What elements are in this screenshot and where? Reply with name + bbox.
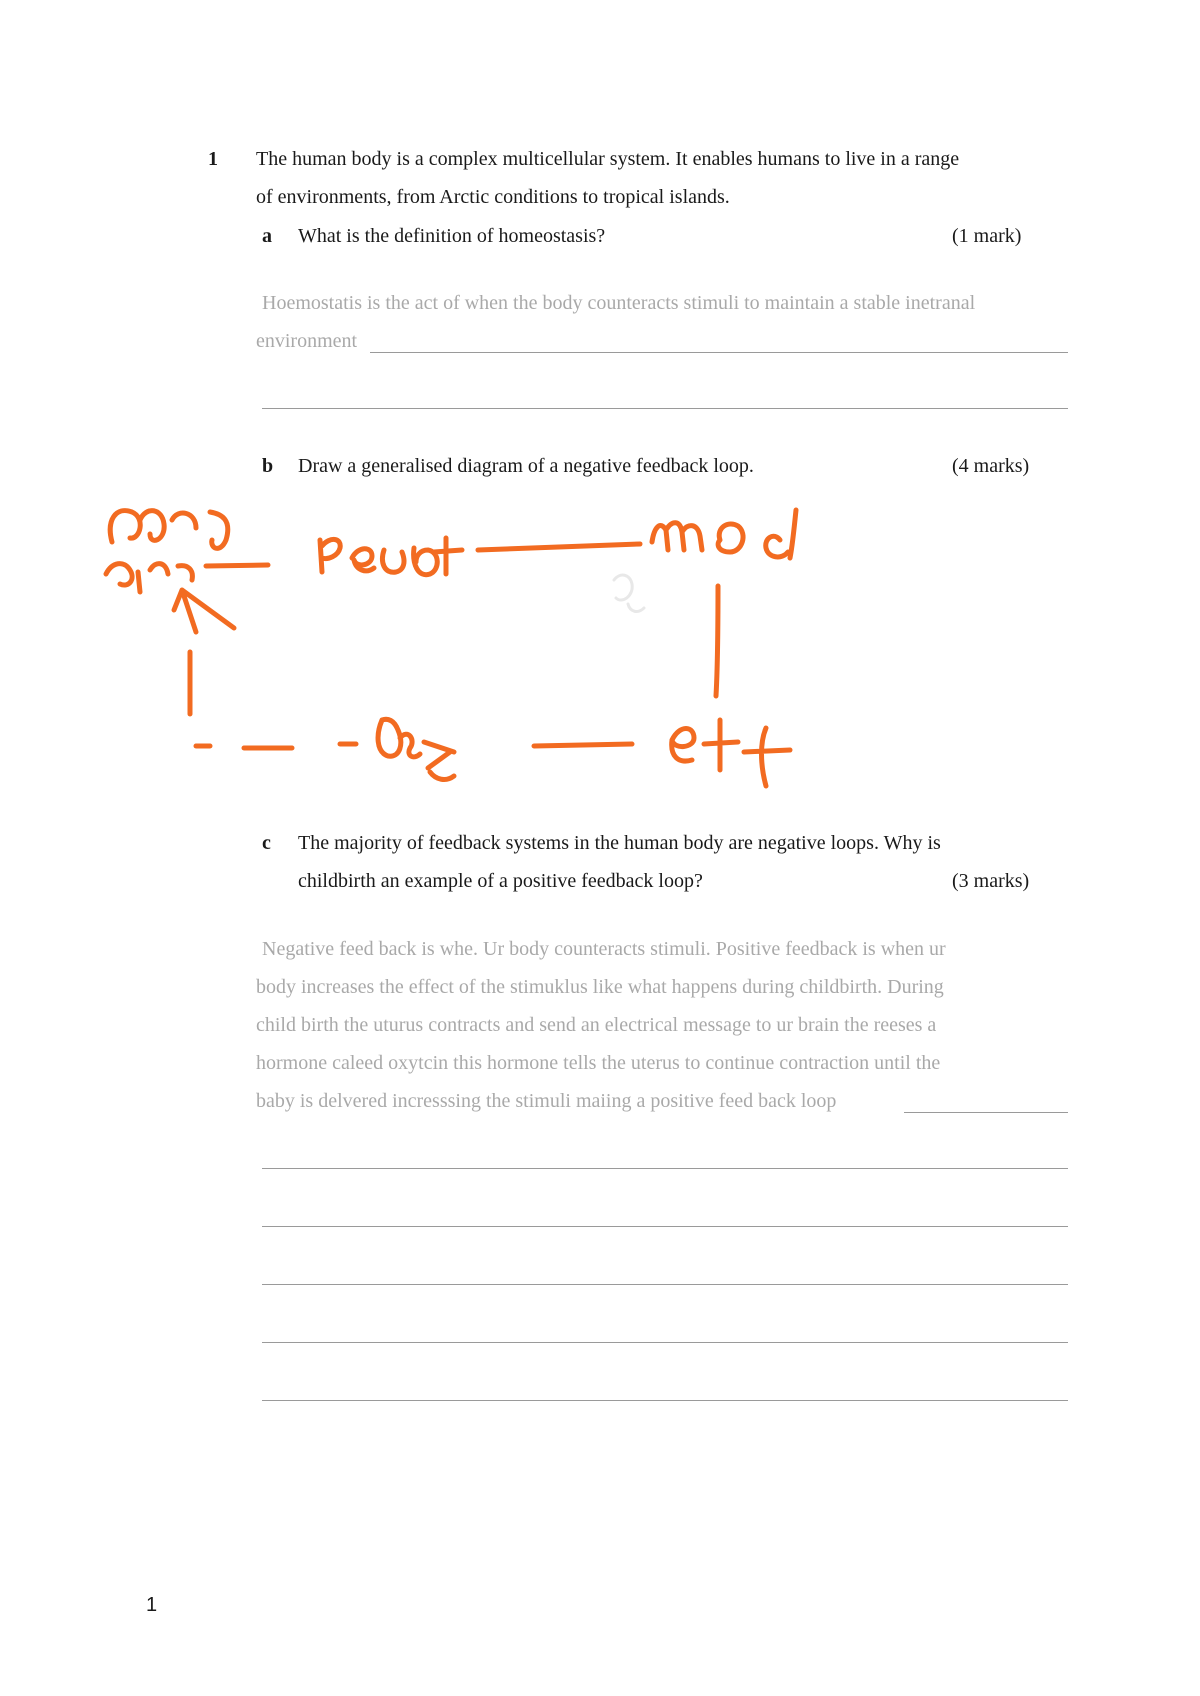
part-a-marks: (1 mark)	[952, 225, 1022, 247]
sketch-effector-word	[672, 729, 694, 762]
answer-rule	[262, 1284, 1068, 1285]
page-number: 1	[146, 1594, 158, 1616]
sketch-arrow-head	[174, 590, 234, 632]
part-a-answer-line-2[interactable]: environment	[256, 330, 358, 352]
part-c-question-line-2: childbirth an example of a positive feedback loop?	[298, 870, 703, 892]
sketch-effector-word	[744, 728, 790, 786]
part-c-answer-line-4[interactable]: hormone caleed oxytcin this hormone tells the uterus to continue contraction until the	[256, 1052, 941, 1074]
sketch-modulator-word	[652, 523, 702, 550]
part-c-question-line-1: The majority of feedback systems in the human body are negative loops. Why is	[298, 832, 941, 854]
answer-rule	[262, 1168, 1068, 1169]
sketch-modulator-word	[718, 524, 743, 552]
sketch-receptor-word	[320, 538, 462, 575]
question-stem-line-1: The human body is a complex multicellular system. It enables humans to live in a range	[256, 148, 960, 170]
question-number: 1	[208, 148, 218, 170]
sketch-arrow-line-bottom	[534, 744, 632, 746]
part-b-marks: (4 marks)	[952, 455, 1030, 477]
sketch-faint-mark	[614, 575, 632, 600]
answer-rule	[904, 1112, 1068, 1113]
sketch-corrector-word	[378, 719, 454, 779]
question-stem-line-2: of environments, from Arctic conditions to tropical islands.	[256, 186, 730, 208]
part-c-answer-line-3[interactable]: child birth the uturus contracts and send an electrical message to ur brain the reeses a	[256, 1014, 937, 1036]
part-a-letter: a	[262, 225, 272, 247]
answer-rule	[262, 1226, 1068, 1227]
sketch-effector-word	[704, 720, 738, 770]
part-c-marks: (3 marks)	[952, 870, 1030, 892]
sketch-arrow-line-right	[716, 586, 718, 696]
part-c-answer-line-5[interactable]: baby is delvered incresssing the stimuli maiing a positive feed back loop	[256, 1090, 837, 1112]
part-b-question: Draw a generalised diagram of a negative feedback loop.	[298, 455, 754, 477]
answer-rule	[262, 1342, 1068, 1343]
sketch-modulator-word	[766, 510, 796, 558]
sketch-faint-mark	[628, 604, 644, 611]
part-c-answer-line-2[interactable]: body increases the effect of the stimuklus like what happens during childbirth. During	[256, 976, 944, 998]
part-a-question: What is the definition of homeostasis?	[298, 225, 606, 247]
part-b-letter: b	[262, 455, 274, 477]
sketch-stimulus-scribble	[110, 511, 228, 549]
sketch-stimulus-scribble	[106, 564, 192, 592]
sketch-dash	[206, 565, 268, 566]
answer-rule	[262, 1400, 1068, 1401]
part-c-answer-line-1[interactable]: Negative feed back is whe. Ur body counteracts stimuli. Positive feedback is when ur	[262, 938, 946, 960]
sketch-arrow-line-top	[478, 544, 640, 550]
part-c-letter: c	[262, 832, 271, 854]
part-a-answer-line-1[interactable]: Hoemostatis is the act of when the body counteracts stimuli to maintain a stable inetranal	[262, 292, 976, 314]
